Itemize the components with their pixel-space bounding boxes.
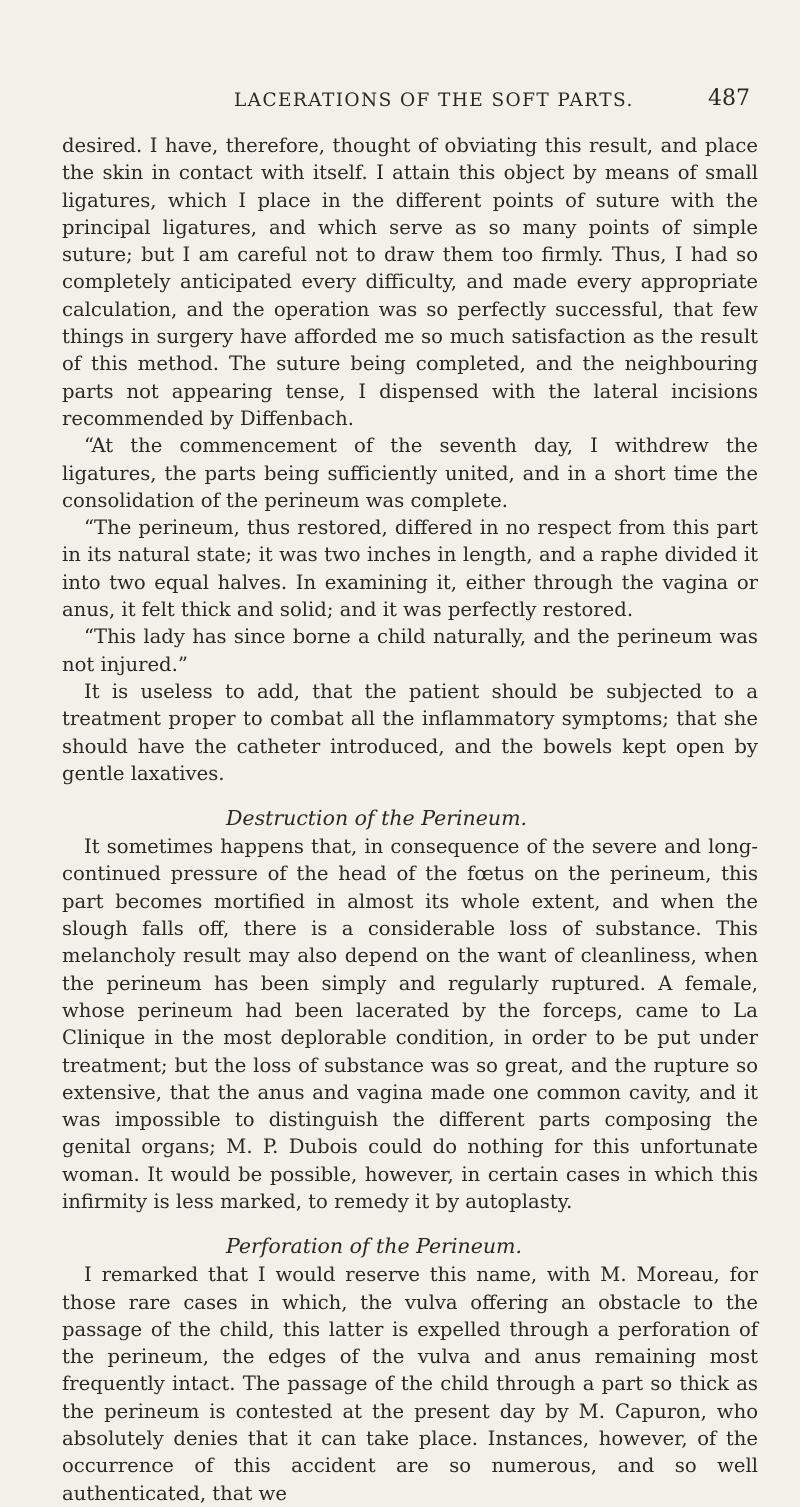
running-head <box>62 72 758 132</box>
paragraph-perforation: I remarked that I would reserve this name, with M. Moreau, for those rare cases in which, the vulva offering an obstacle to the passage of the child, this latter is expelled through a perforation of the perineum, the edges of the vulva and anus remaining most frequently intact. The passage of the child through a part so thick as the perineum is contested at the present day by M. Capuron, who absolutely denies that it can take place. Instances, however, of the occurrence of this accident are so numerous, and so well authenticated, that we <box>62 1263 758 1505</box>
paragraph-destruction: It sometimes happens that, in consequence of the severe and long-continued pressure of the head of the fœtus on the perineum, this part becomes mortified in almost its whole extent, and when the slough falls off, there is a considerable loss of substance. This melancholy result may also depend on the want of cleanliness, when the perineum has been simply and regularly ruptured. A female, whose perineum had been lacerated by the forceps, came to La Clinique in the most deplorable condition, in order to be put under treatment; but the loss of substance was so great, and the rupture so extensive, that the anus and vagina made one common cavity, and it was impossible to distinguish the different parts composing the genital organs; M. P. Dubois could do nothing for this unfortunate woman. It would be possible, however, in certain cases in which this infirmity is less marked, to remedy it by autoplasty. <box>62 835 758 1213</box>
section-heading-destruction: Destruction of the Perineum. <box>226 806 528 831</box>
paragraph-suture-method: desired. I have, therefore, thought of obviating this result, and place the skin in contact with itself. I attain this object by means of small ligatures, which I place in the different points of suture with the principal ligatures, and which serve as so many points of simple suture; but I am careful not to draw them too firmly. Thus, I had so completely anticipated every difficulty, and made every appropriate calculation, and the operation was so perfectly successful, that few things in surgery have afforded me so much satisfaction as the result of this method. The suture being completed, and the neighbouring parts not appearing tense, I dispensed with the lateral incisions recommended by Diffenbach. <box>62 134 758 430</box>
paragraph-child-borne: “This lady has since borne a child naturally, and the perineum was not injured.” <box>62 625 758 676</box>
page-number: 487 <box>708 86 750 111</box>
section-heading-perforation: Perforation of the Perineum. <box>226 1234 522 1259</box>
running-title: LACERATIONS OF THE SOFT PARTS. <box>234 90 634 111</box>
paragraph-perineum-restored: “The perineum, thus restored, differed in no respect from this part in its natural state; it was two inches in length, and a raphe divided it into two equal halves. In examining it, either through the vagina or anus, it felt thick and solid; and it was perfectly restored. <box>62 516 758 622</box>
paragraph-treatment: It is useless to add, that the patient should be subjected to a treatment proper to combat all the inflammatory symptoms; that she should have the catheter introduced, and the bowels kept open by gentle laxatives. <box>62 679 758 785</box>
body-text <box>62 132 758 1507</box>
paragraph-seventh-day: “At the commencement of the seventh day, I withdrew the ligatures, the parts being sufficiently united, and in a short time the consolidation of the perineum was complete. <box>62 434 758 512</box>
